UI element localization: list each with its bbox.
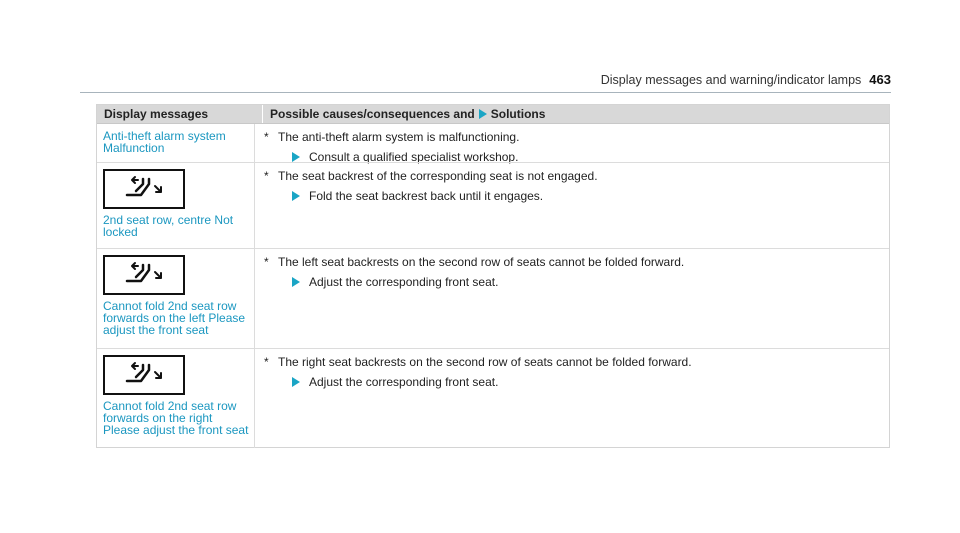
table-row (97, 248, 889, 349)
cause-marker: * (264, 255, 269, 269)
cause-marker: * (264, 355, 269, 369)
running-header (601, 72, 891, 87)
table-row (97, 124, 889, 162)
display-message-line: forwards on the right (103, 411, 213, 425)
table-row (97, 348, 889, 448)
cause-text: The seat backrest of the corresponding seat is not engaged. (278, 169, 598, 183)
solution-item (264, 189, 889, 203)
column-header-causes-solutions (262, 105, 889, 123)
display-message-cell (97, 249, 255, 349)
cause-item (264, 130, 889, 144)
arrow-right-icon (479, 109, 487, 119)
column-header-solutions: Solutions (490, 107, 546, 121)
seat-backrest-fold-icon (103, 355, 185, 395)
cause-marker: * (264, 130, 269, 144)
solution-text: Consult a qualified specialist workshop. (309, 150, 519, 164)
display-message-line: 2nd seat row, centre Not (103, 213, 234, 227)
solution-text: Adjust the corresponding front seat. (309, 275, 499, 289)
cause-text: The left seat backrests on the second row of seats cannot be folded forward. (278, 255, 685, 269)
display-message-line: adjust the front seat (103, 323, 209, 337)
page-number: 463 (869, 72, 891, 87)
cause-item (264, 169, 889, 183)
arrow-right-icon (292, 191, 300, 201)
display-message-line: locked (103, 225, 138, 239)
column-header-causes: Possible causes/consequences and (270, 107, 475, 121)
page-header (0, 0, 960, 100)
cause-item (264, 355, 889, 369)
cause-marker: * (264, 169, 269, 183)
solution-text: Adjust the corresponding front seat. (309, 375, 499, 389)
display-message-cell (97, 163, 255, 249)
display-message-line: Malfunction (103, 141, 165, 155)
solution-text: Fold the seat backrest back until it engages. (309, 189, 544, 203)
seat-backrest-fold-icon (103, 169, 185, 209)
arrow-right-icon (292, 377, 300, 387)
display-message-line: forwards on the left Please (103, 311, 246, 325)
arrow-right-icon (292, 277, 300, 287)
table-header (97, 105, 889, 124)
solution-item (264, 375, 889, 389)
display-message-line: Please adjust the front seat (103, 423, 249, 437)
cause-item (264, 255, 889, 269)
display-message-line: Cannot fold 2nd seat row (103, 299, 237, 313)
section-title: Display messages and warning/indicator lamps (600, 73, 862, 87)
display-messages-table (96, 104, 890, 448)
display-message-line: Cannot fold 2nd seat row (103, 399, 237, 413)
cause-solution-cell (255, 249, 889, 349)
cause-solution-cell (255, 349, 889, 448)
cause-text: The anti-theft alarm system is malfunctioning. (278, 130, 520, 144)
display-message-line: Anti-theft alarm system (103, 129, 226, 143)
seat-backrest-fold-icon (103, 255, 185, 295)
cause-solution-cell (255, 163, 889, 249)
cause-solution-cell (255, 124, 889, 162)
cause-text: The right seat backrests on the second row of seats cannot be folded forward. (278, 355, 692, 369)
header-divider (80, 92, 891, 93)
solution-item (264, 275, 889, 289)
arrow-right-icon (292, 152, 300, 162)
display-message-cell (97, 349, 255, 448)
table-row (97, 162, 889, 249)
display-message-cell (97, 124, 255, 162)
column-header-display-messages: Display messages (104, 107, 209, 121)
